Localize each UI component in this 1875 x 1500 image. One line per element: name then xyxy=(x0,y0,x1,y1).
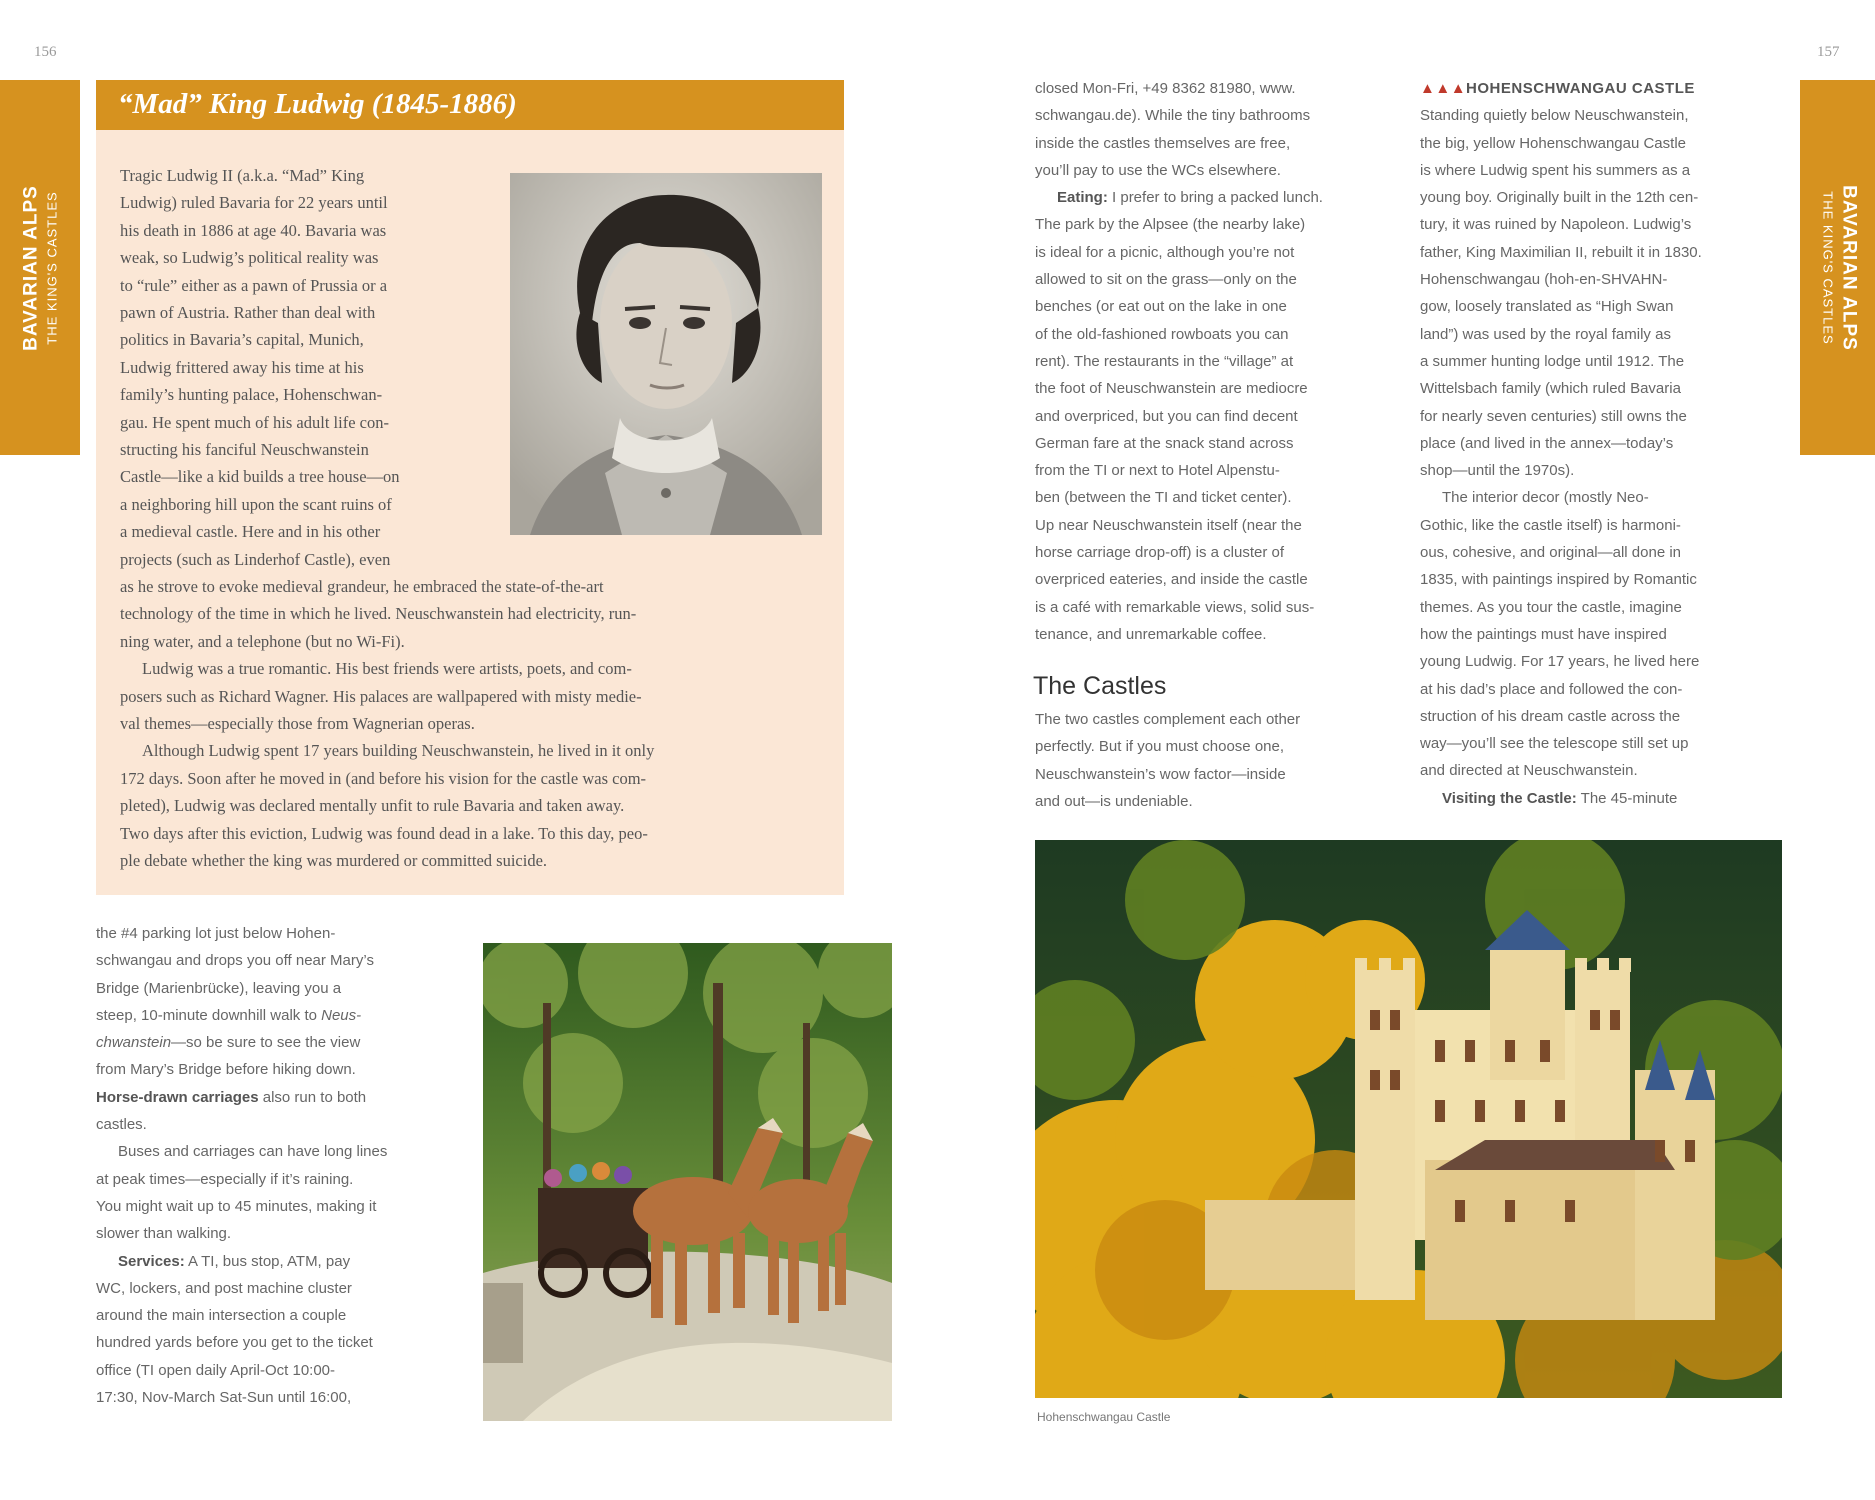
photo-caption: Hohenschwangau Castle xyxy=(1037,1410,1171,1424)
rating-triangles: ▲▲▲ xyxy=(1420,80,1467,97)
horse-carriage-photo xyxy=(483,943,892,1421)
ludwig-portrait-photo xyxy=(510,173,822,535)
side-tab-subsection: THE KING'S CASTLES xyxy=(1820,191,1836,345)
right-column-2: ▲▲▲HOHENSCHWANGAU CASTLE Standing quietly below Neuschwanstein, the big, yellow Hohenschwangau Castle is where Ludwig spent his summers as a young boy. Originally built in the 12th cen- tury, it was ruined by Napoleon. Ludwig’s father, King Maximilian II, rebuilt it in 1830. Hohenschwangau (hoh-en-SHVAHN- gow, loosely translated as “High Swan land”) was used by the royal family as a summer hunting lodge until 1912. The Wittelsbach family (which ruled Bavaria for nearly seven centuries) still owns the place (and lived in the annex—today’s shop—until the 1970s). The interior decor (mostly Neo- Gothic, like the castle itself) is harmoni- ous, cohesive, and original—all done in 1835, with paintings inspired by Romantic themes. As you tour the castle, imagine how the paintings must have inspired young Ludwig. For 17 years, he lived here at his dad’s place and followed the con- struction of his dream castle across the way—you’ll see the telescope still set up and directed at Neuschwanstein. Visiting the Castle: The 45-minute xyxy=(1420,75,1790,812)
sidebar-text-full: as he strove to evoke medieval grandeur, he embraced the state-of-the-art technology of the time in which he lived. Neuschwanstein had electricity, run- ning water, and a telephone (but no Wi-Fi). Ludwig was a true romantic. His best friends were artists, poets, and com- posers such as Richard Wagner. His palaces are wallpapered with misty medie- val themes—especially those from Wagnerian operas. Although Ludwig spent 17 years building Neuschwanstein, he lived in it only 172 days. Soon after he moved in (and before his vision for the castle was com- pleted), Ludwig was declared mentally unfit to rule Bavaria and taken away. Two days after this eviction, Ludwig was found dead in a lake. To this day, peo- ple debate whether the king was murdered or committed suicide. xyxy=(120,577,655,871)
side-tab-right xyxy=(1800,80,1875,455)
hohenschwangau-heading: ▲▲▲HOHENSCHWANGAU CASTLE xyxy=(1420,80,1695,97)
sidebar-title-bar xyxy=(96,80,844,130)
sidebar-para1-wrapped: Tragic Ludwig II (a.k.a. “Mad” King Ludwig) ruled Bavaria for 22 years until his death in 1886 at age 40. Bavaria was weak, so Ludwig’s political reality was to “rule” either as a pawn of Prussia or a pawn of Austria. Rather than deal with politics in Bavaria’s capital, Munich, Ludwig frittered away his time at his family’s hunting palace, Hohenschwan- gau. He spent much of his adult life con- structing his fanciful Neuschwanstein Castle—like a kid builds a tree house—on a neighboring hill upon the scant ruins of a medieval castle. Here and in his other projects (such as Linderhof Castle), even xyxy=(120,166,400,569)
side-tab-subsection: THE KING'S CASTLES xyxy=(44,191,60,345)
sidebar-title: “Mad” King Ludwig (1845-1886) xyxy=(118,88,517,120)
hohenschwangau-castle-photo xyxy=(1035,840,1782,1398)
side-tab-section: BAVARIAN ALPS xyxy=(1838,185,1860,351)
page-number-right: 157 xyxy=(1817,44,1840,60)
castles-heading: The Castles xyxy=(1033,672,1167,700)
right-column-1: closed Mon-Fri, +49 8362 81980, www. schwangau.de). While the tiny bathrooms inside the castles themselves are free, you’ll pay to use the WCs elsewhere. Eating: I prefer to bring a packed lunch. The park by the Alpsee (the nearby lake) is ideal for a picnic, although you’re not allowed to sit on the grass—only on the benches (or eat out on the lake in one of the old-fashioned rowboats you can rent). The restaurants in the “village” at the foot of Neuschwanstein are mediocre and overpriced, but you can find decent German fare at the snack stand across from the TI or next to Hotel Alpenstu- ben (between the TI and ticket center). Up near Neuschwanstein itself (near the horse carriage drop-off) is a cluster of overpriced eateries, and inside the castle is a café with remarkable views, solid sus- tenance, and unremarkable coffee. xyxy=(1035,80,1323,643)
castles-intro: The two castles complement each other perfectly. But if you must choose one, Neuschwanstein’s wow factor—inside and out—is undeniable. xyxy=(1035,711,1301,810)
page-number-left: 156 xyxy=(34,44,57,60)
side-tab-section: BAVARIAN ALPS xyxy=(20,185,42,351)
left-bottom-column: the #4 parking lot just below Hohen- schwangau and drops you off near Mary’s Bridge (Marienbrücke), leaving you a steep, 10-minute downhill walk to Neus- chwanstein—so be sure to see the view from Mary’s Bridge before hiking down. Horse-drawn carriages also run to both castles. Buses and carriages can have long lines at peak times—especially if it’s raining. You might wait up to 45 minutes, making it slower than walking. Services: A TI, bus stop, ATM, pay WC, lockers, and post machine cluster around the main intersection a couple hundred yards before you get to the ticket office (TI open daily April-Oct 10:00- 17:30, Nov-March Sat-Sun until 16:00, xyxy=(96,925,388,1407)
side-tab-left xyxy=(0,80,80,455)
